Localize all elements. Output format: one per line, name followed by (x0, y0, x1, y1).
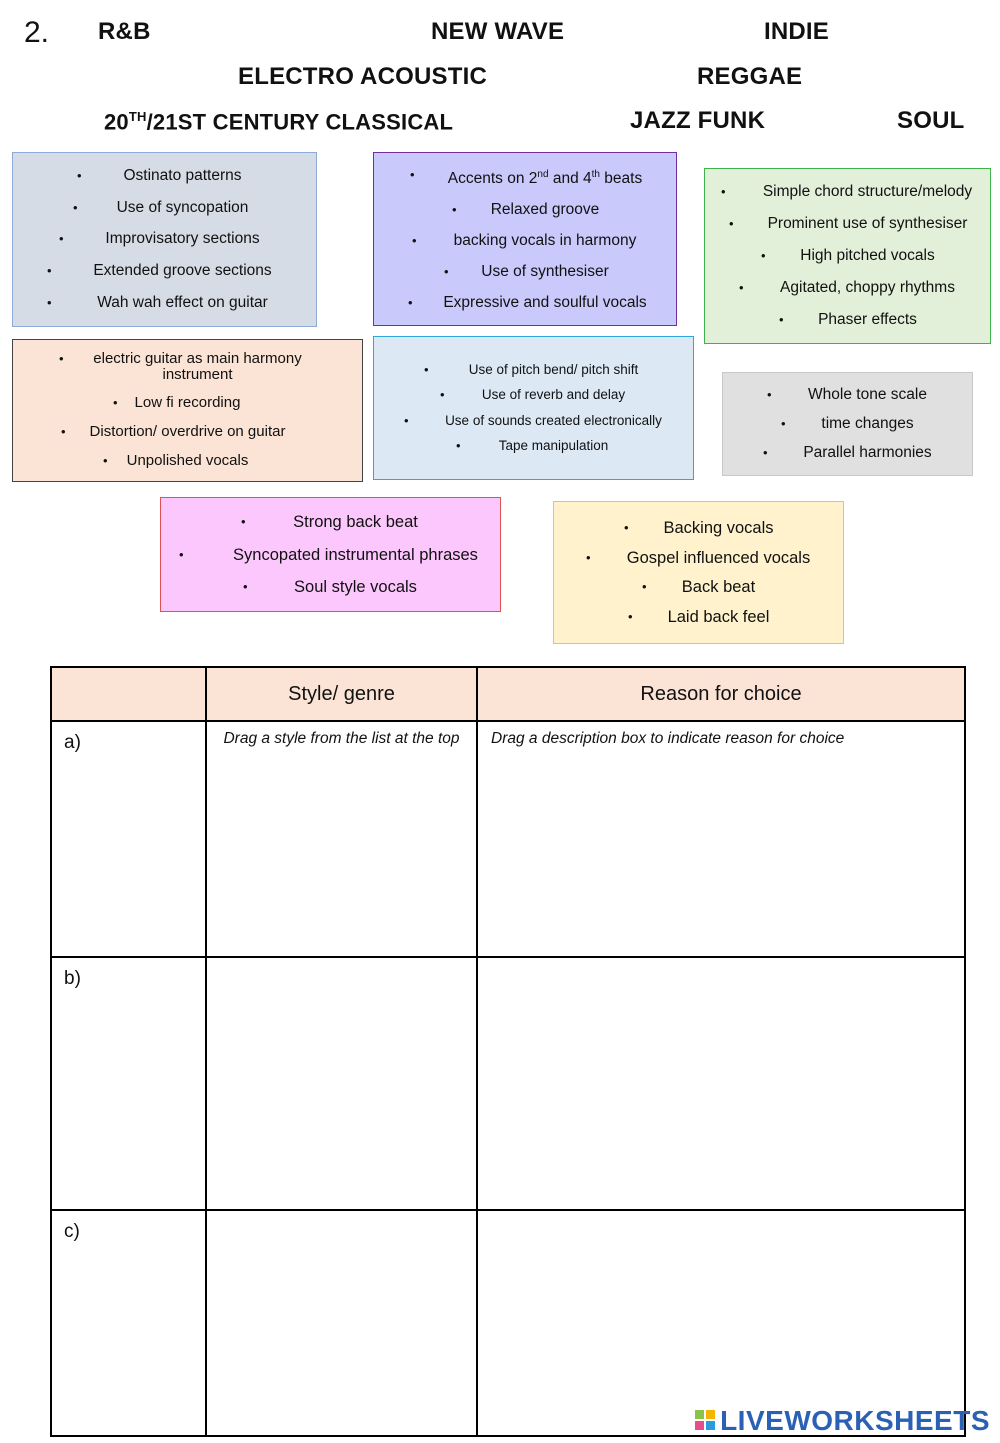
box8-item: • Gospel influenced vocals (586, 548, 811, 567)
box2-item: • Relaxed groove (452, 201, 600, 219)
box6-item: • Parallel harmonies (763, 444, 932, 461)
genre-rnb[interactable]: R&B (98, 18, 151, 45)
style-drop-zone[interactable] (206, 1210, 477, 1436)
description-box-3[interactable] (704, 168, 991, 344)
box3-item: • High pitched vocals (761, 247, 935, 264)
box4-item: • Low fi recording (113, 394, 241, 411)
box5-item: • Use of reverb and delay (440, 387, 626, 403)
genre-reggae[interactable]: REGGAE (697, 63, 803, 90)
box5-item: • Tape manipulation (456, 438, 609, 454)
description-box-8[interactable] (553, 501, 844, 644)
table-row (51, 957, 965, 1210)
description-box-2[interactable] (373, 152, 677, 326)
box6-item: • time changes (781, 415, 914, 432)
genre-new-wave[interactable]: NEW WAVE (431, 18, 565, 45)
box3-item: • Simple chord structure/melody (721, 183, 973, 200)
header-cell-style-genre: Style/ genre (206, 667, 477, 721)
header-cell-reason: Reason for choice (477, 667, 965, 721)
box8-item: • Laid back feel (628, 607, 770, 626)
style-drop-zone[interactable] (206, 957, 477, 1210)
box3-item: • Prominent use of synthesiser (729, 215, 968, 232)
box5-item: • Use of sounds created electronically (404, 412, 662, 428)
question-number: 2. (24, 16, 50, 49)
box1-item: • Extended groove sections (47, 262, 272, 280)
header-cell-label (51, 667, 206, 721)
reason-hint: Drag a description box to indicate reason for choice (491, 730, 845, 747)
box8-item: • Back beat (642, 578, 756, 597)
box7-item: • Strong back beat (241, 512, 418, 531)
style-hint: Drag a style from the list at the top (223, 730, 460, 747)
box4-item: • Distortion/ overdrive on guitar (61, 423, 286, 440)
box2-item: • Use of synthesiser (444, 263, 609, 281)
box3-item: • Agitated, choppy rhythms (739, 279, 955, 296)
reason-drop-zone[interactable] (477, 1210, 965, 1436)
box2-item: • backing vocals in harmony (412, 232, 637, 250)
description-box-6[interactable] (722, 372, 973, 476)
row-label: b) (51, 957, 206, 1210)
reason-drop-zone[interactable] (477, 721, 965, 957)
box6-item: • Whole tone scale (767, 386, 927, 403)
box8-item: • Backing vocals (624, 519, 774, 538)
box1-item: • Wah wah effect on guitar (47, 294, 268, 312)
box2-item: • Expressive and soulful vocals (408, 294, 647, 311)
logo-mark-icon (695, 1410, 717, 1432)
answer-table (50, 666, 966, 1437)
row-label: c) (51, 1210, 206, 1436)
table-row (51, 1210, 965, 1436)
genre-soul[interactable]: SOUL (897, 107, 965, 134)
box7-item: • Syncopated instrumental phrases (179, 545, 478, 564)
box5-item: • Use of pitch bend/ pitch shift (424, 361, 639, 377)
box7-item: • Soul style vocals (243, 578, 417, 597)
box4-item: • electric guitar as main harmony instrument (59, 350, 302, 383)
table-header-row (51, 667, 965, 721)
genre-jazz-funk[interactable]: JAZZ FUNK (630, 107, 766, 134)
box3-item: • Phaser effects (779, 311, 917, 328)
description-box-1[interactable] (12, 152, 317, 327)
box2-item: • Accents on 2nd and 4th beats (410, 166, 643, 188)
box4-item: • Unpolished vocals (103, 452, 249, 469)
box1-item: • Ostinato patterns (77, 166, 242, 184)
table-row (51, 721, 965, 957)
row-label: a) (51, 721, 206, 957)
liveworksheets-logo: LIVEWORKSHEETS (695, 1405, 990, 1437)
description-box-7[interactable] (160, 497, 501, 612)
reason-drop-zone[interactable] (477, 957, 965, 1210)
genre-electro-acoustic[interactable]: ELECTRO ACOUSTIC (238, 63, 487, 90)
genre-indie[interactable]: INDIE (764, 18, 830, 45)
genre-20th-21st-century-classical[interactable]: 20TH/21ST CENTURY CLASSICAL (104, 109, 454, 135)
description-box-5[interactable] (373, 336, 694, 480)
box1-item: • Improvisatory sections (59, 230, 260, 248)
box1-item: • Use of syncopation (73, 198, 249, 216)
description-box-4[interactable] (12, 339, 363, 482)
style-drop-zone[interactable] (206, 721, 477, 957)
